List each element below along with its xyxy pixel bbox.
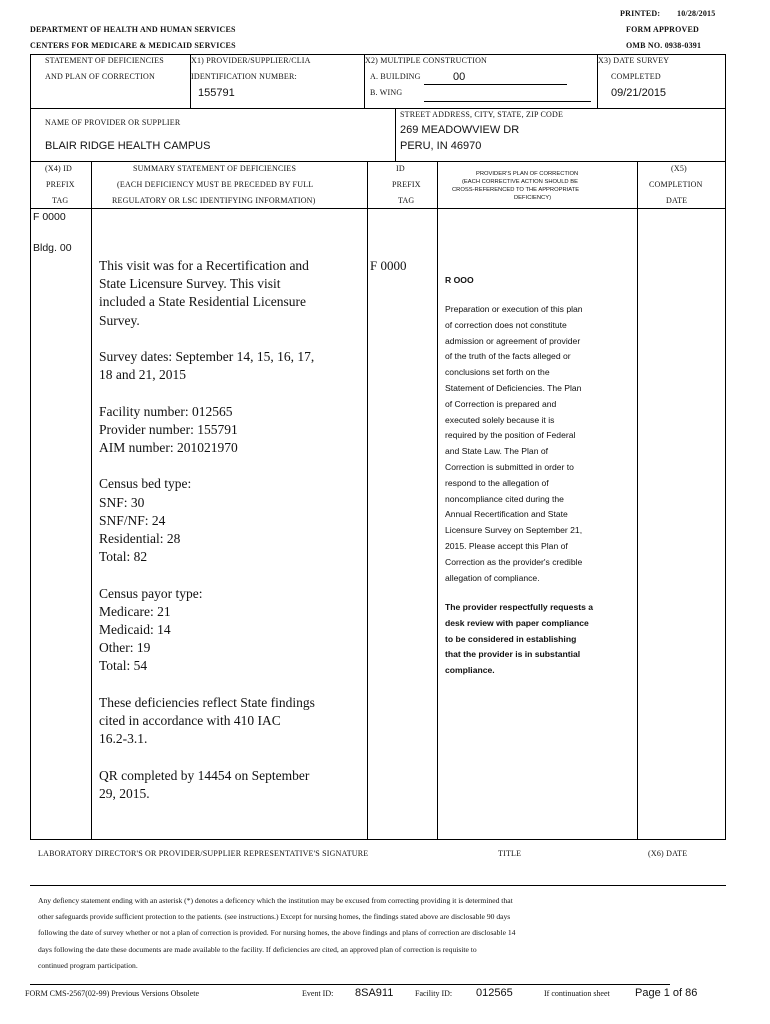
x3-label-2: COMPLETED [611,72,661,81]
summary-line: SNF/NF: 24 [99,512,166,528]
footnote-line: continued program participation. [38,960,138,970]
x1-label: X1) PROVIDER/SUPPLIER/CLIA [191,56,311,65]
statement-label: STATEMENT OF DEFICIENCIES [45,56,164,65]
poc-line: of Correction is prepared and [445,398,557,409]
printed-date: 10/28/2015 [677,9,716,18]
footnote-line: Any defiency statement ending with an asterisk (*) denotes a deficency which the institution may be excused from correcting providing it is determined that [38,896,513,905]
poc-bold-line: to be considered in establishing [445,633,577,644]
form-number: FORM CMS-2567(02-99) Previous Versions Obsolete [25,989,200,998]
col-summary-title: SUMMARY STATEMENT OF DEFICIENCIES [133,164,297,173]
statement-label-2: AND PLAN OF CORRECTION [45,72,155,81]
poc-bold-line: that the provider is in substantial [445,649,581,660]
building-label: A. BUILDING [370,72,421,81]
poc-line: respond to the allegation of [445,477,549,488]
summary-line: Census payor type: [99,585,203,601]
footnote-line: days following the date these documents are made available to the facility. If deficiencies are cited, an approved plan of correction is requisite to [38,944,477,954]
col-x4-prefix: PREFIX [46,180,75,189]
poc-line: Preparation or execution of this plan [445,304,583,314]
summary-line: This visit was for a Recertification and [99,258,309,273]
poc-line: allegation of compliance. [445,572,540,583]
col-id-tag: TAG [398,196,415,205]
summary-line: Survey dates: September 14, 15, 16, 17, [99,349,315,365]
poc-line: Correction is submitted in order to [445,461,574,472]
page-number: Page 1 of 86 [635,987,698,999]
prefix-tag-left: F 0000 [33,211,66,223]
summary-statement [99,257,315,803]
col-poc-note-2: CROSS-REFERENCED TO THE APPROPRIATE [452,187,580,193]
col-id-prefix: PREFIX [392,180,421,189]
summary-line: 16.2-3.1. [99,731,148,747]
provider-name-value: BLAIR RIDGE HEALTH CAMPUS [45,140,211,152]
x1-label-2: IDENTIFICATION NUMBER: [191,72,297,81]
building-value: 00 [453,71,466,83]
summary-line: Medicaid: 14 [99,622,171,638]
title-label: TITLE [498,849,522,858]
poc-bold-line: desk review with paper compliance [445,617,589,628]
continuation-label: If continuation sheet [544,989,610,998]
department-title: DEPARTMENT OF HEALTH AND HUMAN SERVICES [30,25,236,34]
footnote-line: other safeguards provide sufficient protection to the patients. (see instructions.) Except for nursing homes, the findings stated above are disclosable 90 days [38,912,511,922]
provider-name-label: NAME OF PROVIDER OR SUPPLIER [45,118,181,127]
poc-line: Correction as the provider's credible [445,556,583,567]
col-x4-tag: TAG [52,196,69,205]
summary-line [99,748,315,766]
plan-of-correction [445,302,583,586]
prefix-tag-right: F 0000 [370,258,407,273]
building-tag: Bldg. 00 [33,242,72,254]
poc-bold-line: The provider respectfully requests a [445,602,594,612]
col-summary-note: (EACH DEFICIENCY MUST BE PRECEDED BY FULL [117,180,314,189]
wing-label: B. WING [370,88,403,97]
x6-date-label: (X6) DATE [648,849,688,858]
summary-line: State Licensure Survey. This visit [99,276,281,292]
facility-id-label: Facility ID: [415,989,453,998]
poc-heading: R OOO [445,275,474,285]
summary-line: Census bed type: [99,476,192,492]
summary-line: Facility number: 012565 [99,403,233,419]
poc-bold-line: compliance. [445,665,495,676]
summary-line: SNF: 30 [99,494,145,510]
poc-line: of correction does not constitute [445,319,567,330]
summary-line: Other: 19 [99,640,151,656]
summary-line [99,330,315,348]
signature-label: LABORATORY DIRECTOR'S OR PROVIDER/SUPPLIER REPRESENTATIVE'S SIGNATURE [38,849,369,858]
col-poc-note: (EACH CORRECTIVE ACTION SHOULD BE [462,179,578,185]
printed-label: PRINTED: [620,9,661,18]
col-summary-note-2: REGULATORY OR LSC IDENTIFYING INFORMATION) [112,196,316,205]
col-poc-title: PROVIDER'S PLAN OF CORRECTION [476,171,579,177]
address-line1: 269 MEADOWVIEW DR [400,124,520,136]
facility-id-value: 012565 [476,987,513,999]
poc-line: and State Law. The Plan of [445,446,549,457]
summary-line: cited in accordance with 410 IAC [99,713,281,729]
poc-line: 2015. Please accept this Plan of [445,540,568,551]
col-date: DATE [666,196,688,205]
deficiency-footnote [38,893,515,974]
summary-line: Survey. [99,312,140,328]
summary-line: AIM number: 201021970 [99,440,238,456]
summary-line: These deficiencies reflect State findings [99,694,315,710]
summary-line: Medicare: 21 [99,603,171,619]
poc-line: admission or agreement of provider [445,335,581,346]
col-x4-id: (X4) ID [45,164,72,173]
col-completion: COMPLETION [649,180,703,189]
event-id-label: Event ID: [302,989,334,998]
poc-line: Licensure Survey on September 21, [445,525,583,536]
form-approved: FORM APPROVED [626,25,700,34]
summary-line: Total: 82 [99,549,148,565]
summary-line [99,384,315,402]
provider-id-value: 155791 [198,87,235,99]
survey-completed-date: 09/21/2015 [611,87,667,99]
desk-review-request [445,600,593,679]
summary-line [99,566,315,584]
poc-line: conclusions set forth on the [445,367,550,378]
summary-line: 29, 2015. [99,785,150,801]
centers-title: CENTERS FOR MEDICARE & MEDICAID SERVICES [30,41,236,50]
poc-line: Statement of Deficiencies. The Plan [445,382,582,393]
poc-line: of the truth of the facts alleged or [445,351,571,362]
poc-line: Annual Recertification and State [445,509,568,520]
event-id-value: 8SA911 [355,987,394,999]
summary-line: Residential: 28 [99,531,181,547]
summary-line: QR completed by 14454 on September [99,767,310,783]
x3-label: X3) DATE SURVEY [598,56,670,65]
address-label: STREET ADDRESS, CITY, STATE, ZIP CODE [400,110,564,119]
x2-label: X2) MULTIPLE CONSTRUCTION [365,56,488,65]
summary-line [99,676,315,694]
summary-line: Provider number: 155791 [99,421,238,437]
summary-line: included a State Residential Licensure [99,294,306,310]
poc-line: executed solely because it is [445,414,555,425]
footnote-line: following the date of survey whether or not a plan of correction is provided. For nursing homes, the above findings and plans of correction are disclosable 14 [38,928,516,938]
col-id: ID [396,164,405,173]
summary-line: 18 and 21, 2015 [99,367,186,383]
col-poc-note-3: DEFICIENCY) [514,195,552,201]
col-x5: (X5) [671,164,687,173]
poc-line: required by the position of Federal [445,430,576,441]
poc-line: noncompliance cited during the [445,493,564,504]
omb-number: OMB NO. 0938-0391 [626,41,702,50]
summary-line [99,457,315,475]
address-line2: PERU, IN 46970 [400,140,482,152]
summary-line: Total: 54 [99,658,148,674]
